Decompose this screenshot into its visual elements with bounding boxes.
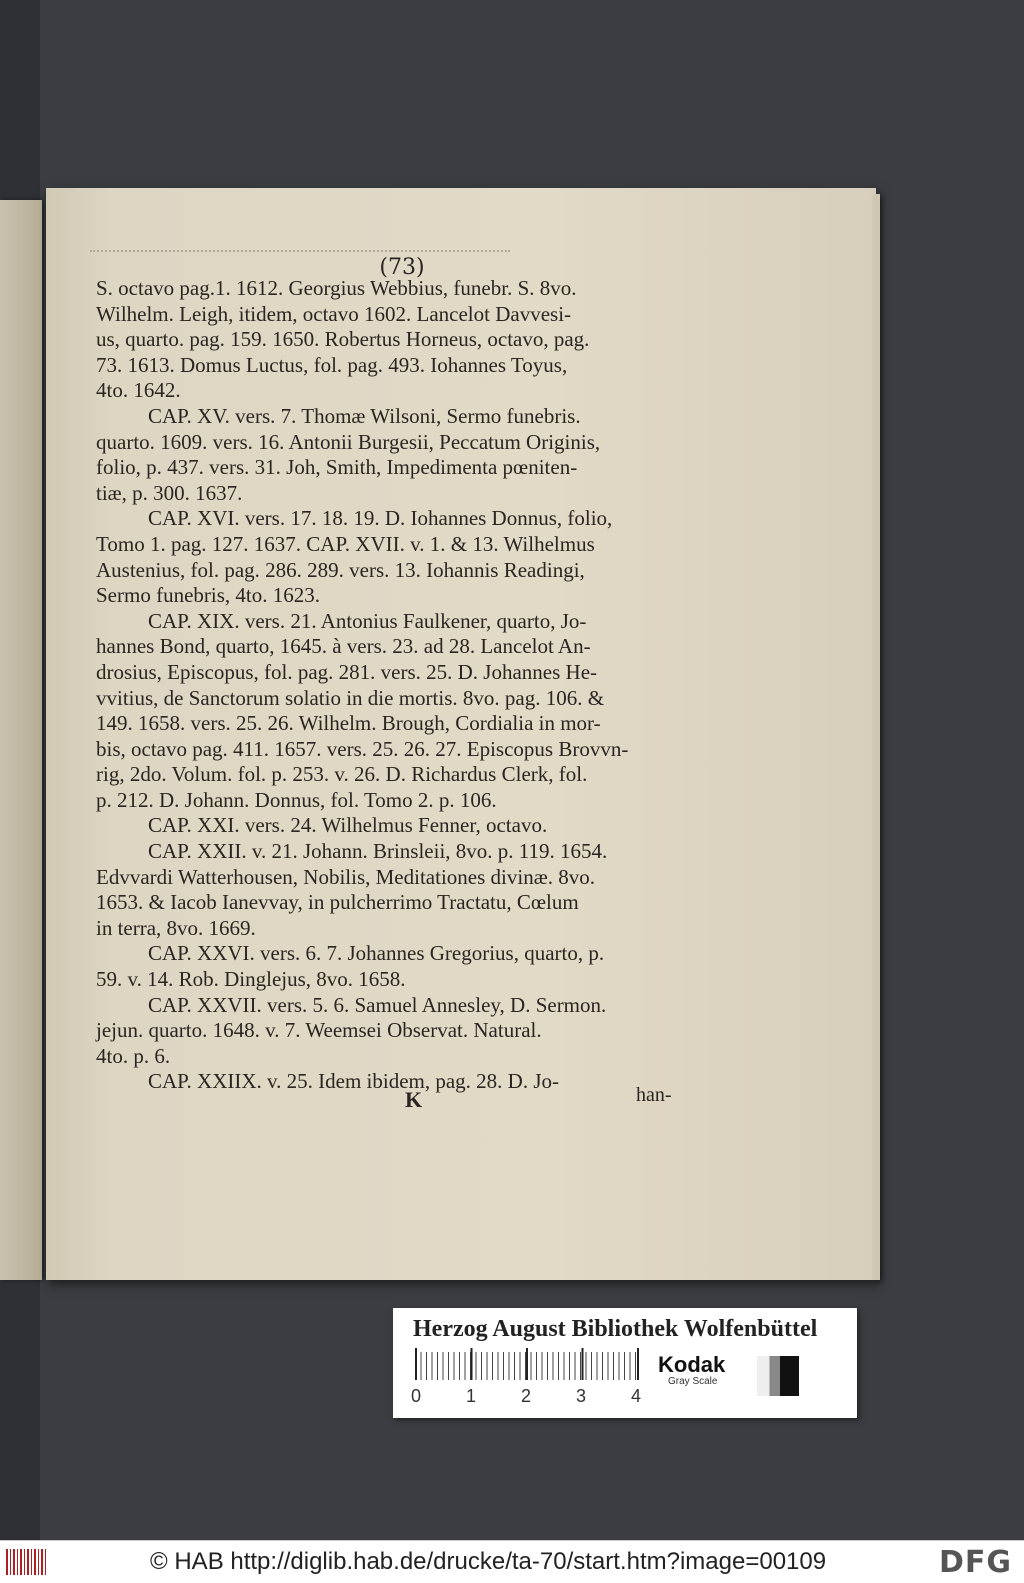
signature-mark: K	[405, 1087, 423, 1112]
text-line: rig, 2do. Volum. fol. p. 253. v. 26. D. Richardus Clerk, fol.	[96, 762, 588, 787]
dfg-logo: DFG	[938, 1545, 1012, 1580]
text-line: Tomo 1. pag. 127. 1637. CAP. XVII. v. 1. & 13. Wilhelmus	[96, 531, 595, 556]
color-scale-card	[393, 1308, 857, 1418]
hab-logo-icon	[6, 1549, 48, 1575]
text-line: folio, p. 437. vers. 31. Joh, Smith, Impedimenta pœniten-	[96, 455, 578, 480]
text-line: 1653. & Iacob Ianevvay, in pulcherrimo Tractatu, Cœlum	[96, 890, 579, 915]
text-line: bis, octavo pag. 411. 1657. vers. 25. 26. 27. Episcopus Brovvn-	[96, 736, 629, 761]
text-line: p. 212. D. Johann. Donnus, fol. Tomo 2. p. 106.	[96, 787, 497, 812]
ruler-number: 2	[521, 1386, 532, 1406]
text-line: hannes Bond, quarto, 1645. à vers. 23. ad 28. Lancelot An-	[96, 634, 591, 659]
text-line: 149. 1658. vers. 25. 26. Wilhelm. Brough, Cordialia in mor-	[96, 711, 601, 736]
ruler-number: 3	[576, 1386, 587, 1406]
ruler-number: 1	[466, 1386, 477, 1406]
previous-page-edge	[0, 200, 42, 1280]
text-line: Austenius, fol. pag. 286. 289. vers. 13. Iohannis Readingi,	[96, 557, 585, 582]
text-line: us, quarto. pag. 159. 1650. Robertus Horneus, octavo, pag.	[96, 327, 590, 352]
text-line: CAP. XXI. vers. 24. Wilhelmus Fenner, octavo.	[148, 813, 548, 838]
header-rule	[90, 250, 510, 254]
page-text	[96, 276, 676, 1095]
text-line: 73. 1613. Domus Luctus, fol. pag. 493. Iohannes Toyus,	[96, 352, 568, 377]
ruler-number: 4	[631, 1386, 642, 1406]
text-line: tiæ, p. 300. 1637.	[96, 480, 243, 505]
text-line: CAP. XXVII. vers. 5. 6. Samuel Annesley, D. Sermon.	[148, 992, 607, 1017]
text-line: CAP. XIX. vers. 21. Antonius Faulkener, quarto, Jo-	[148, 608, 587, 633]
footer-copyright-link[interactable]: © HAB http://diglib.hab.de/drucke/ta-70/start.htm?image=00109	[150, 1548, 827, 1575]
ruler-major-ticks	[415, 1348, 639, 1380]
text-line: Wilhelm. Leigh, itidem, octavo 1602. Lancelot Davvesi-	[96, 301, 572, 326]
text-line: CAP. XXIIX. v. 25. Idem ibidem, pag. 28. D. Jo-	[148, 1069, 560, 1094]
text-line: Sermo funebris, 4to. 1623.	[96, 583, 320, 608]
kodak-logo: Kodak	[658, 1352, 726, 1377]
gray-swatch	[757, 1356, 799, 1396]
text-line: jejun. quarto. 1648. v. 7. Weemsei Observat. Natural.	[96, 1018, 542, 1043]
text-line: 59. v. 14. Rob. Dinglejus, 8vo. 1658.	[96, 967, 406, 992]
text-line: vvitius, de Sanctorum solatio in die mortis. 8vo. pag. 106. &	[96, 685, 605, 710]
page-edge	[874, 194, 880, 1280]
text-line: 4to. 1642.	[96, 378, 181, 403]
gray-scale-label: Gray Scale	[668, 1376, 718, 1387]
page-number: (73)	[379, 255, 425, 280]
text-line: S. octavo pag.1. 1612. Georgius Webbius, funebr. S. 8vo.	[96, 276, 577, 300]
ruler-numbers	[411, 1386, 651, 1410]
text-line: CAP. XXII. v. 21. Johann. Brinsleii, 8vo. p. 119. 1654.	[148, 839, 608, 864]
ruler-number: 0	[411, 1386, 422, 1406]
text-line: CAP. XV. vers. 7. Thomæ Wilsoni, Sermo funebris.	[148, 403, 581, 428]
library-name: Herzog August Bibliothek Wolfenbüttel	[413, 1316, 818, 1342]
text-line: CAP. XVI. vers. 17. 18. 19. D. Iohannes Donnus, folio,	[148, 506, 613, 531]
text-line: 4to. p. 6.	[96, 1043, 171, 1068]
text-line: in terra, 8vo. 1669.	[96, 915, 256, 940]
text-line: drosius, Episcopus, fol. pag. 281. vers. 25. D. Johannes He-	[96, 659, 598, 684]
text-line: Edvvardi Watterhousen, Nobilis, Meditationes divinæ. 8vo.	[96, 864, 595, 889]
catchword: han-	[636, 1084, 672, 1106]
text-line: quarto. 1609. vers. 16. Antonii Burgesii, Peccatum Originis,	[96, 429, 601, 454]
footer-bar	[0, 1540, 1024, 1583]
text-line: CAP. XXVI. vers. 6. 7. Johannes Gregorius, quarto, p.	[148, 941, 605, 966]
